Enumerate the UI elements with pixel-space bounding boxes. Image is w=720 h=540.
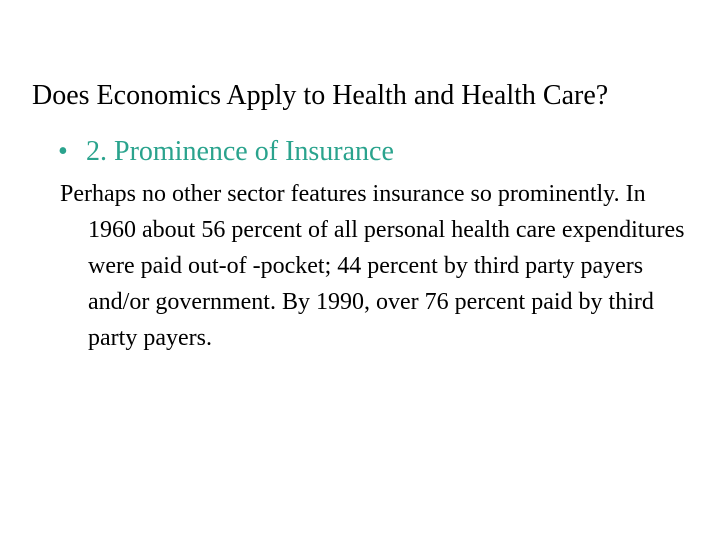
bullet-item [58, 132, 394, 172]
slide-title: Does Economics Apply to Health and Health Care? [32, 80, 609, 111]
body-paragraph: Perhaps no other sector features insurance so prominently. In 1960 about 56 percent of all personal health care expenditures were paid out-of -pocket; 44 percent by third party payers and/or government. By 1990, over 76 percent paid by third party payers. [60, 181, 685, 351]
bullet-marker: • [58, 136, 68, 167]
bullet-text: 2. Prominence of Insurance [86, 136, 394, 167]
